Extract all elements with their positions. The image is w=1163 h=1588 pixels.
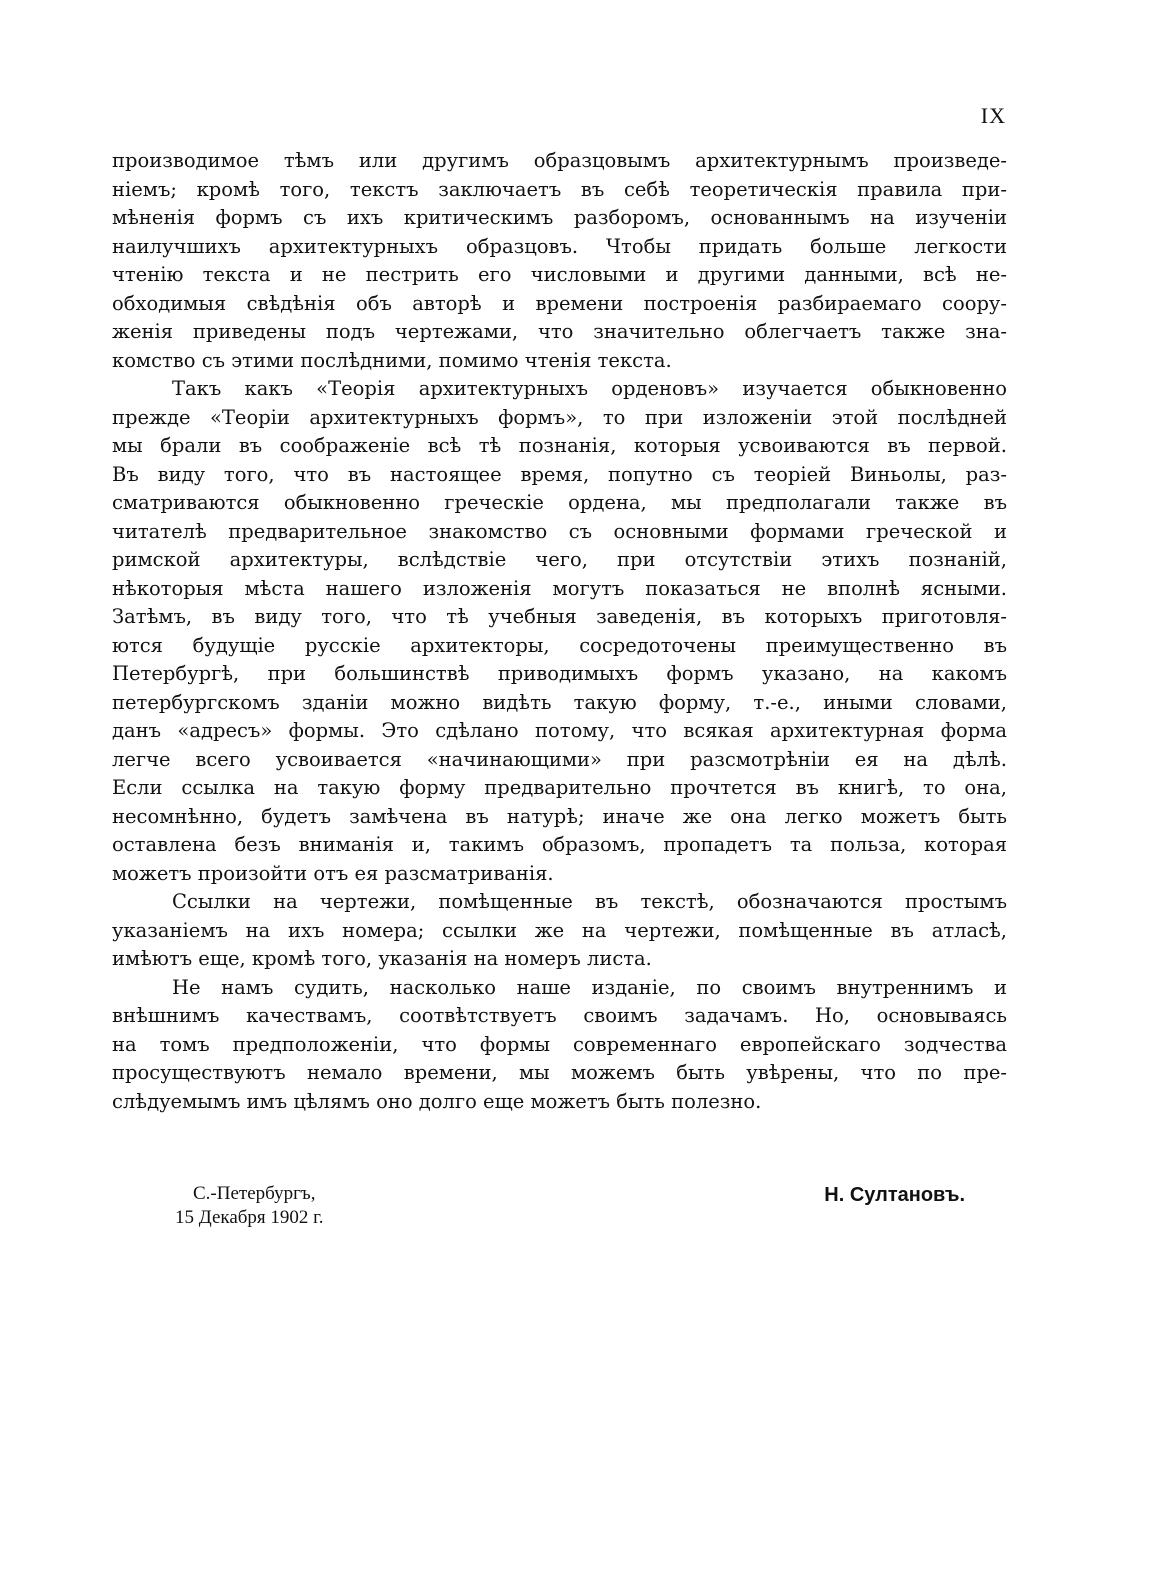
paragraph (112, 375, 1007, 888)
text-line: Такъ какъ «Теорія архитектурныхъ орденовъ» изучается обыкновенно (172, 377, 1007, 400)
signature-author: Н. Султановъ. (824, 1184, 965, 1206)
text-line: нѣкоторыя мѣста нашего изложенія могутъ показаться не вполнѣ ясными. (112, 576, 1007, 600)
text-line: данъ «адресъ» формы. Это сдѣлано потому, что всякая архитектурная форма (112, 719, 1007, 742)
text-line: на томъ предположеніи, что формы современнаго европейскаго зодчества (112, 1032, 1007, 1056)
text-line: внѣшнимъ качествамъ, соотвѣтствуетъ своимъ задачамъ. Но, основываясь (112, 1004, 1007, 1027)
text-line: слѣдуемымъ имъ цѣлямъ оно долго еще можетъ быть полезно. (112, 1089, 762, 1113)
text-line: петербургскомъ зданіи можно видѣть такую форму, т.-е., иными словами, (112, 690, 1007, 714)
paragraph (112, 147, 1007, 375)
text-line: можетъ произойти отъ ея разсматриванія. (112, 861, 554, 885)
text-line: прежде «Теоріи архитектурныхъ формъ», то при изложеніи этой послѣдней (112, 405, 1007, 429)
text-line: легче всего усвоивается «начинающими» при разсмотрѣніи ея на дѣлѣ. (112, 747, 1007, 771)
text-line: мы брали въ соображеніе всѣ тѣ познанія, которыя усвоиваются въ первой. (112, 434, 1007, 457)
text-line: мѣненія формъ съ ихъ критическимъ разборомъ, основаннымъ на изученіи (112, 206, 1007, 229)
text-line: женія приведены подъ чертежами, что значительно облегчаетъ также зна- (112, 320, 1007, 343)
text-line: наилучшихъ архитектурныхъ образцовъ. Чтобы придать больше легкости (112, 234, 1007, 258)
text-line: ніемъ; кромѣ того, текстъ заключаетъ въ себѣ теоретическія правила при- (112, 177, 1007, 201)
text-line: Ссылки на чертежи, помѣщенные въ текстѣ, обозначаются простымъ (172, 890, 1007, 913)
text-line: читателѣ предварительное знакомство съ основными формами греческой и (112, 519, 1007, 543)
text-line: римской архитектуры, вслѣдствіе чего, при отсутствіи этихъ познаній, (112, 548, 1007, 571)
text-line: производимое тѣмъ или другимъ образцовымъ архитектурнымъ произведе- (112, 149, 1007, 172)
paragraph (112, 888, 1007, 974)
text-line: несомнѣнно, будетъ замѣчена въ натурѣ; иначе же она легко можетъ быть (112, 804, 1007, 828)
place-date (175, 1182, 324, 1230)
paragraph (112, 974, 1007, 1117)
page-number: IX (980, 103, 1006, 128)
signature-date: 15 Декабря 1902 г. (175, 1207, 324, 1228)
text-line: чтенію текста и не пестрить его числовыми и другими данными, всѣ не- (112, 263, 1007, 286)
text-line: сматриваются обыкновенно греческіе ордена, мы предполагали также въ (112, 491, 1007, 514)
text-line: ются будущіе русскіе архитекторы, сосредоточены преимущественно въ (112, 633, 1007, 657)
text-line: обходимыя свѣдѣнія объ авторѣ и времени построенія разбираемаго соору- (112, 291, 1007, 315)
text-line: Затѣмъ, въ виду того, что тѣ учебныя заведенія, въ которыхъ приготовля- (112, 605, 1007, 628)
text-line: указаніемъ на ихъ номера; ссылки же на чертежи, помѣщенные въ атласѣ, (112, 918, 1007, 942)
text-line: имѣютъ еще, кромѣ того, указанія на номеръ листа. (112, 947, 652, 970)
body-text (112, 147, 1007, 1116)
text-line: Петербургѣ, при большинствѣ приводимыхъ формъ указано, на какомъ (112, 662, 1007, 685)
signature-place: С.-Петербургъ, (193, 1183, 316, 1204)
text-line: Въ виду того, что въ настоящее время, попутно съ теоріей Виньолы, раз- (112, 462, 1007, 486)
text-line: комство съ этими послѣдними, помимо чтенія текста. (112, 348, 672, 372)
text-line: просуществуютъ немало времени, мы можемъ быть увѣрены, что по пре- (112, 1061, 1007, 1084)
text-line: Не намъ судить, насколько наше изданіе, по своимъ внутреннимъ и (172, 975, 1007, 999)
text-line: Если ссылка на такую форму предварительно прочтется въ книгѣ, то она, (112, 776, 1007, 799)
text-line: оставлена безъ вниманія и, такимъ образомъ, пропадетъ та польза, которая (112, 833, 1007, 856)
